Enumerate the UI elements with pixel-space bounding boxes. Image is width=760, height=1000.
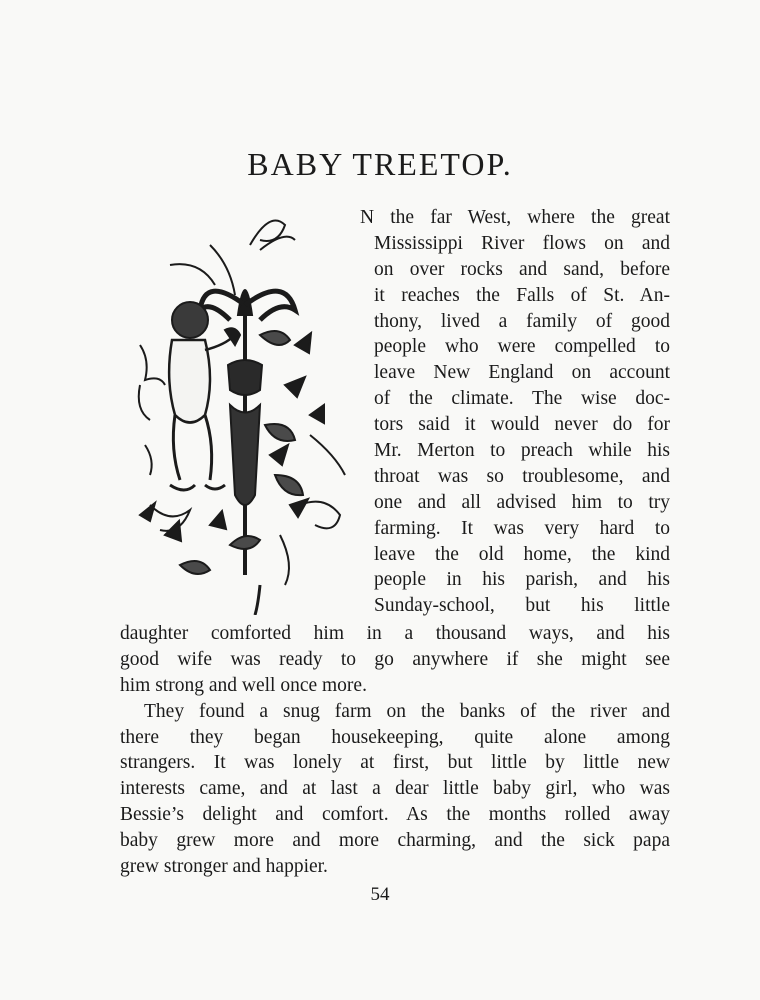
text-line: people in his parish, and his bbox=[374, 569, 670, 591]
text-line: people who were compelled to bbox=[374, 336, 670, 358]
text-line: daughter comforted him in a thousand ways, and his bbox=[120, 623, 670, 644]
text-line: good wife was ready to go anywhere if she might see bbox=[120, 648, 670, 670]
text-line: Mississippi River flows on and bbox=[374, 232, 670, 254]
text-line: of the climate. The wise doc- bbox=[374, 388, 670, 410]
text-line: farming. It was very hard to bbox=[374, 517, 670, 539]
text-line: N the far West, where the great bbox=[360, 207, 670, 228]
chapter-title: BABY TREETOP. bbox=[247, 146, 513, 182]
text-line: him strong and well once more. bbox=[120, 674, 367, 696]
text-line: on over rocks and sand, before bbox=[374, 258, 670, 280]
opening-paragraph bbox=[360, 205, 670, 619]
text-line: there they began housekeeping, quite alone among bbox=[120, 726, 670, 748]
text-line: one and all advised him to try bbox=[374, 491, 670, 513]
text-line: They found a snug farm on the banks of the river and bbox=[144, 700, 670, 722]
text-line: grew stronger and happier. bbox=[120, 856, 328, 878]
text-line: it reaches the Falls of St. An- bbox=[374, 284, 670, 306]
text-line: Bessie’s delight and comfort. As the months rolled away bbox=[120, 804, 670, 826]
text-line: baby grew more and more charming, and the sick papa bbox=[120, 830, 670, 852]
text-line: leave the old home, the kind bbox=[374, 543, 670, 565]
cherub-fleur-de-lis-ornament-icon bbox=[110, 205, 360, 615]
text-line: tors said it would never do for bbox=[374, 414, 670, 436]
text-line: throat was so troublesome, and bbox=[374, 465, 670, 487]
text-line: interests came, and at last a dear little baby girl, who was bbox=[120, 778, 670, 800]
text-line: leave New England on account bbox=[374, 362, 670, 384]
text-line: thony, lived a family of good bbox=[374, 310, 670, 332]
text-line: strangers. It was lonely at first, but little by little new bbox=[120, 752, 670, 774]
text-line: Mr. Merton to preach while his bbox=[374, 440, 670, 462]
body-text bbox=[120, 621, 670, 880]
page-number: 54 bbox=[370, 884, 390, 905]
text-line: Sunday-school, but his little bbox=[374, 595, 670, 617]
